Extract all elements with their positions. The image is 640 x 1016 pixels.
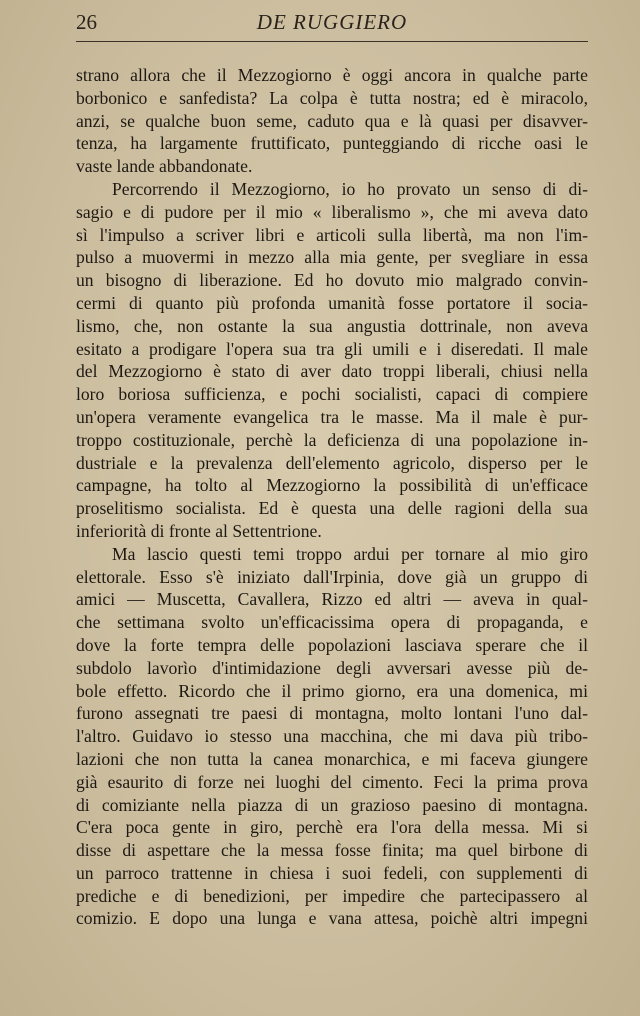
text-line: pulso a muovermi in mezzo alla mia gente, per svegliare in essa xyxy=(76,247,588,268)
text-line: un'opera veramente evangelica tra le masse. Ma il male è pur- xyxy=(76,406,588,427)
paragraph xyxy=(76,64,588,178)
text-line: strano allora che il Mezzogiorno è oggi ancora in qualche parte xyxy=(76,65,588,85)
text-line: sagio e di pudore per il mio « liberalismo », che mi aveva dato xyxy=(76,201,588,222)
text-line: dustriale e la prevalenza dell'elemento agricolo, disperso per le xyxy=(76,452,588,473)
text-line: sì l'impulso a scriver libri e articoli sulla libertà, ma non l'im- xyxy=(76,224,588,245)
paragraph xyxy=(76,543,588,931)
text-line: comizio. E dopo una lunga e vana attesa, poichè altri impegni xyxy=(76,908,588,929)
text-line: lazioni che non tutta la canea monarchica, e mi faceva giungere xyxy=(76,748,588,769)
text-line: subdolo lavorìo d'intimidazione degli avversari avesse più de- xyxy=(76,657,588,678)
running-title: DE RUGGIERO xyxy=(256,10,408,34)
text-line: amici — Muscetta, Cavallera, Rizzo ed altri — aveva in qual- xyxy=(76,589,588,610)
text-line: dove la forte tempra delle popolazioni lasciava sperare che il xyxy=(76,634,588,655)
text-line: loro boriosa sufficienza, e pochi socialisti, capaci di compiere xyxy=(76,384,588,405)
text-line: Percorrendo il Mezzogiorno, io ho provato un senso di di- xyxy=(112,178,588,199)
text-line: C'era poca gente in giro, perchè era l'ora della messa. Mi si xyxy=(76,817,588,838)
text-line: un bisogno di liberazione. Ed ho dovuto mio malgrado convin- xyxy=(76,270,588,291)
text-line: l'altro. Guidavo io stesso una macchina, che mi dava più tribo- xyxy=(76,726,588,747)
text-line: campagne, ha tolto al Mezzogiorno la possibilità di un'efficace xyxy=(76,475,588,496)
text-line: che settimana svolto un'efficacissima opera di propaganda, e xyxy=(76,612,588,633)
text-line: borbonico e sanfedista? La colpa è tutta nostra; ed è miracolo, xyxy=(76,87,588,108)
text-line: bole effetto. Ricordo che il primo giorno, era una domenica, mi xyxy=(76,680,588,701)
text-line: anzi, se qualche buon seme, caduto qua e là quasi per disavver- xyxy=(76,110,588,131)
text-line: esitato a prodigare l'opera sua tra gli umili e i diseredati. Il male xyxy=(76,338,588,359)
text-line: furono assegnati tre paesi di montagna, molto lontani l'uno dal- xyxy=(76,703,588,724)
text-line: troppo costituzionale, perchè la deficienza di una popolazione in- xyxy=(76,429,588,450)
text-line: vaste lande abbandonate. xyxy=(76,156,253,177)
text-line: di comiziante nella piazza di un grazioso paesino di montagna. xyxy=(76,794,588,815)
text-line: tenza, ha largamente fruttificato, punteggiando di ricche oasi le xyxy=(76,133,588,154)
paragraph xyxy=(76,178,588,543)
text-line: inferiorità di fronte al Settentrione. xyxy=(76,520,322,541)
text-line: del Mezzogiorno è stato di aver dato troppi liberali, chiusi nella xyxy=(76,361,588,382)
text-line: proselitismo socialista. Ed è questa una delle ragioni della sua xyxy=(76,498,588,519)
page-header xyxy=(76,10,588,40)
body-text xyxy=(76,64,588,930)
text-line: Ma lascio questi temi troppo ardui per tornare al mio giro xyxy=(112,543,588,564)
text-line: già esaurito di forze nei luoghi del cimento. Feci la prima prova xyxy=(76,771,588,792)
header-rule xyxy=(76,41,588,42)
text-line: cermi di quanto più profonda umanità fosse portatore il socia- xyxy=(76,292,588,313)
text-line: elettorale. Esso s'è iniziato dall'Irpinia, dove già un gruppo di xyxy=(76,566,588,587)
page-number: 26 xyxy=(76,10,97,34)
text-line: prediche e di benedizioni, per impedire che partecipassero al xyxy=(76,885,588,906)
text-line: lismo, che, non ostante la sua angustia dottrinale, non aveva xyxy=(76,315,588,336)
text-line: un parroco trattenne in chiesa i suoi fedeli, con supplementi di xyxy=(76,862,588,883)
text-line: disse di aspettare che la messa fosse finita; ma quel birbone di xyxy=(76,840,588,861)
